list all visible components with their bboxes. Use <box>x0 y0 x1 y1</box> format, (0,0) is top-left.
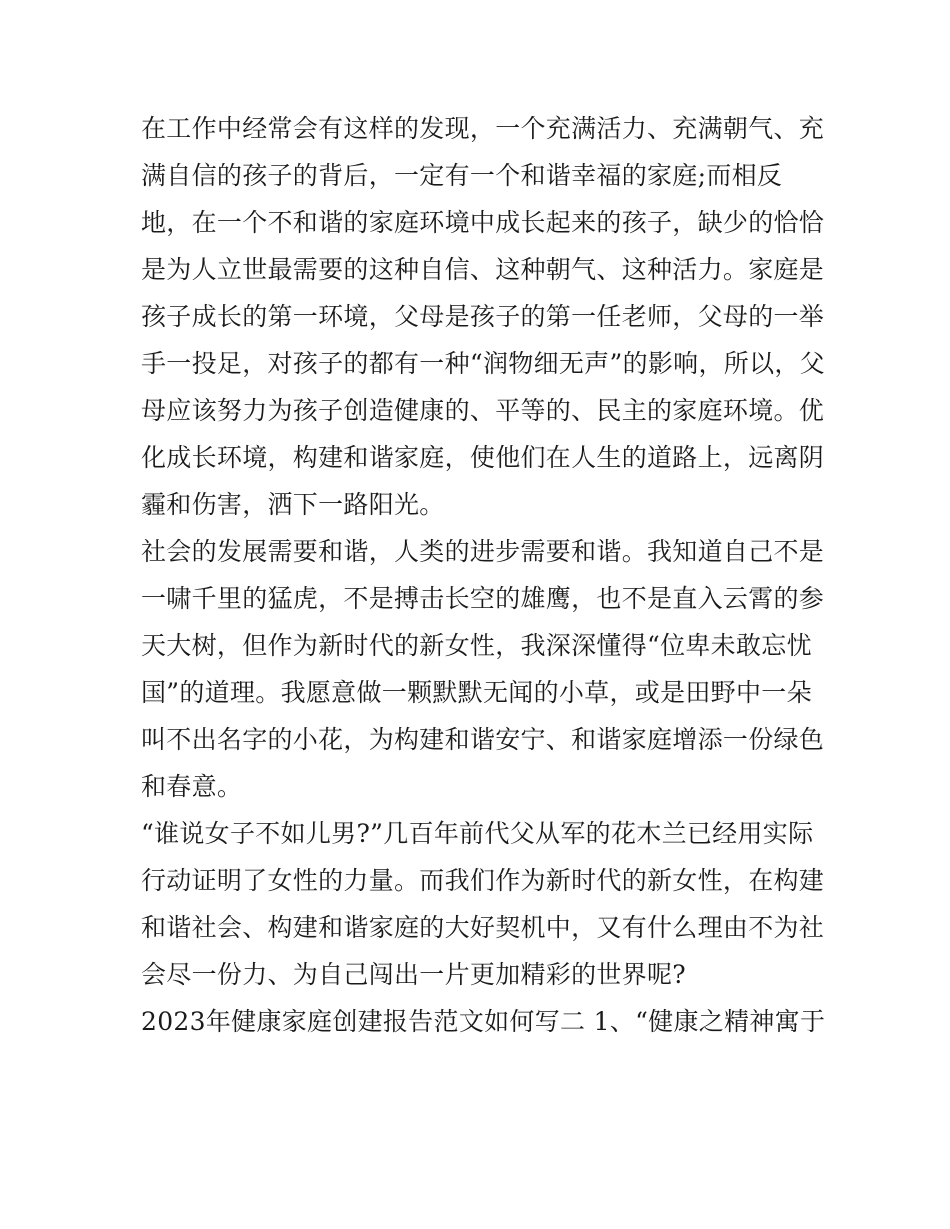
text-line: 一啸千里的猛虎，不是搏击长空的雄鹰，也不是直入云霄的参 <box>141 584 825 613</box>
text-line: 霾和伤害，洒下一路阳光。 <box>141 490 445 519</box>
text-line: “谁说女子不如儿男?”几百年前代父从军的花木兰已经用实际 <box>141 819 814 848</box>
text-line: 手一投足，对孩子的都有一种“润物细无声”的影响，所以，父 <box>141 349 825 378</box>
text-line: 2023年健康家庭创建报告范文如何写二 1、“健康之精神寓于 <box>141 1007 826 1036</box>
text-line: 会尽一份力、为自己闯出一片更加精彩的世界呢? <box>141 960 687 989</box>
text-line: 和春意。 <box>141 772 243 801</box>
text-line: 孩子成长的第一环境，父母是孩子的第一任老师，父母的一举 <box>141 302 825 331</box>
text-line: 满自信的孩子的背后，一定有一个和谐幸福的家庭;而相反 <box>141 161 783 190</box>
text-line: 天大树，但作为新时代的新女性，我深深懂得“位卑未敢忘忧 <box>141 631 812 660</box>
text-line: 化成长环境，构建和谐家庭，使他们在人生的道路上，远离阴 <box>141 443 825 472</box>
text-line: 叫不出名字的小花，为构建和谐安宁、和谐家庭增添一份绿色 <box>141 725 825 754</box>
text-line: 社会的发展需要和谐，人类的进步需要和谐。我知道自己不是 <box>141 537 825 566</box>
text-line: 国”的道理。我愿意做一颗默默无闻的小草，或是田野中一朵 <box>141 678 812 707</box>
text-line: 行动证明了女性的力量。而我们作为新时代的新女性，在构建 <box>141 866 825 895</box>
text-line: 是为人立世最需要的这种自信、这种朝气、这种活力。家庭是 <box>141 255 825 284</box>
text-line: 地，在一个不和谐的家庭环境中成长起来的孩子，缺少的恰恰 <box>141 208 825 237</box>
text-line: 母应该努力为孩子创造健康的、平等的、民主的家庭环境。优 <box>141 396 825 425</box>
text-line: 在工作中经常会有这样的发现，一个充满活力、充满朝气、充 <box>141 114 825 143</box>
document-body <box>141 105 826 1045</box>
text-line: 和谐社会、构建和谐家庭的大好契机中，又有什么理由不为社 <box>141 913 825 942</box>
